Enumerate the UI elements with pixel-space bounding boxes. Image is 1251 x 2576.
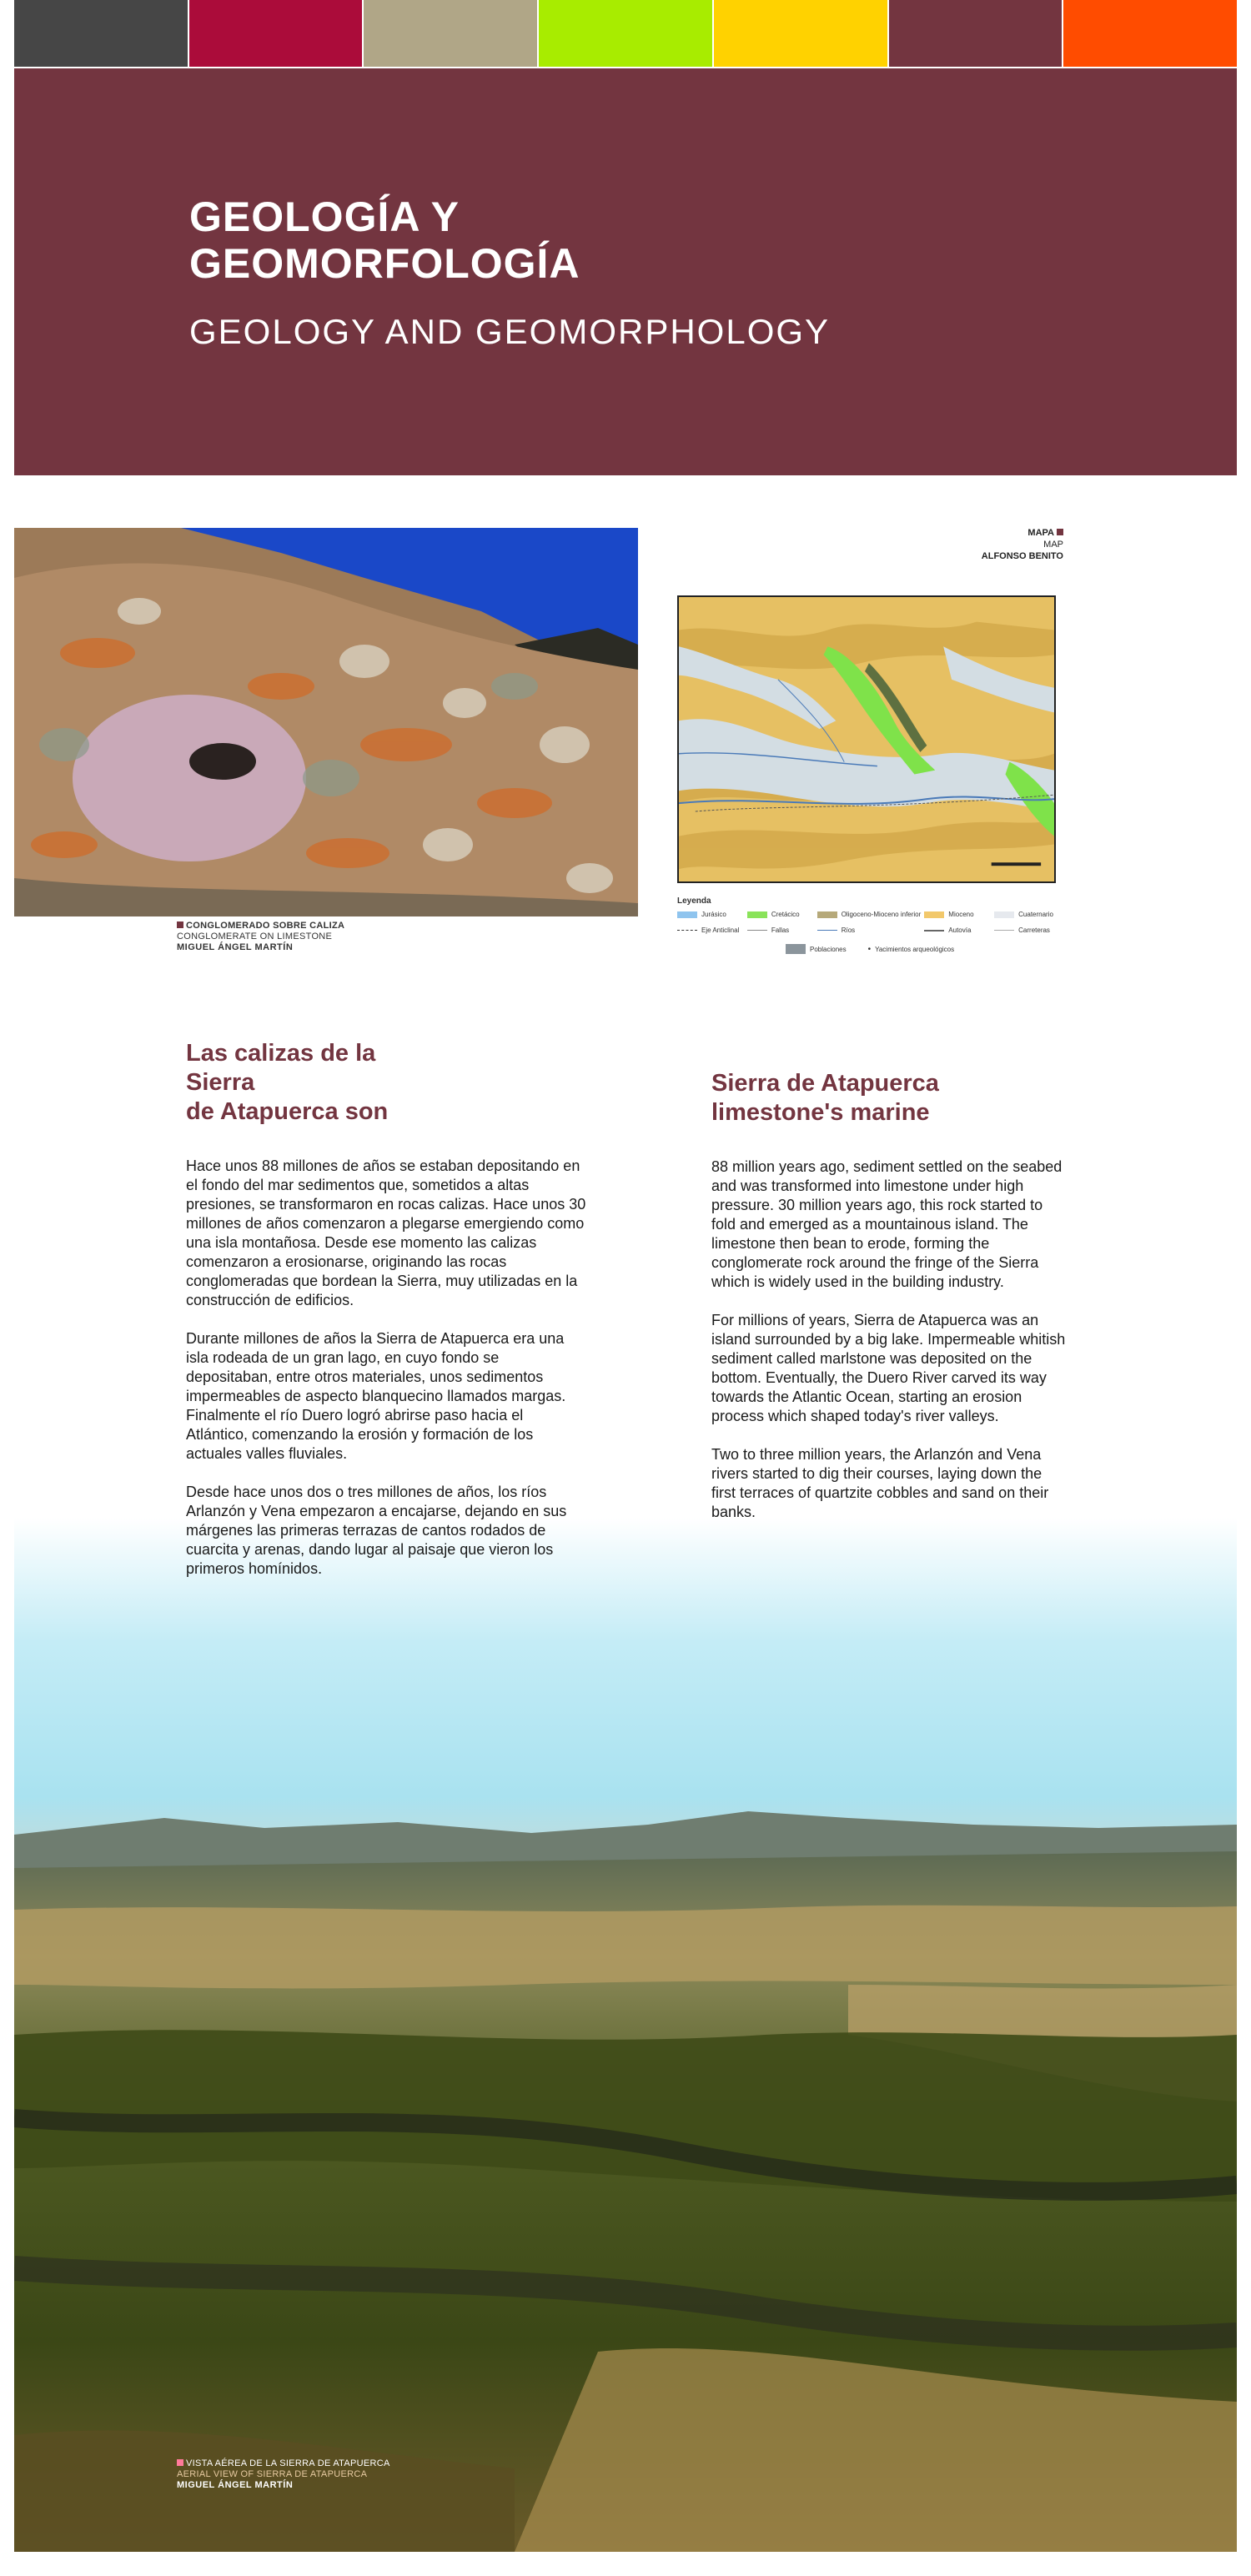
map-label-en: MAP [1043, 540, 1063, 550]
legend-line-item [817, 926, 922, 934]
heading-es-line2: Sierra [186, 1069, 255, 1096]
aerial-photo-caption [177, 2458, 390, 2491]
legend-title: Leyenda [677, 896, 711, 906]
paragraph-en-2: For millions of years, Sierra de Atapuerca was an island surrounded by a big lake. Impermeable whitish sediment called marlstone was deposited on the bottom. Eventually, the Duero River carved its way towards the Atlantic Ocean, starting an erosion process which shaped today's river valleys. [711, 1312, 1066, 1424]
legend-line-item [747, 926, 814, 934]
color-swatch [1063, 0, 1237, 67]
legend-label: Carreteras [1018, 926, 1050, 934]
text-column-en [711, 1069, 1068, 1541]
paragraph-en-3: Two to three million years, the Arlanzón and Vena rivers started to dig their courses, laying down the first terraces of quartzite cobbles and sand on their banks. [711, 1446, 1049, 1520]
legend-label: Cuaternario [1018, 911, 1053, 918]
aerial-photo [14, 1518, 1237, 2552]
heading-en-line2: limestone's marine [711, 1099, 930, 1126]
page-title-line1: GEOLOGÍA Y [189, 193, 460, 240]
legend-line-symbol [817, 930, 837, 931]
legend-label: Yacimientos arqueológicos [875, 945, 955, 953]
legend-line-item [994, 926, 1061, 934]
legend-item [868, 944, 955, 954]
conglomerate-photo [14, 528, 638, 916]
legend-label: Ríos [841, 926, 856, 934]
color-swatch [364, 0, 537, 67]
legend-label: Cretácico [771, 911, 800, 918]
legend-swatch [786, 944, 806, 954]
aerial-caption-en: AERIAL VIEW OF SIERRA DE ATAPUERCA [177, 2469, 368, 2479]
page-subtitle: GEOLOGY AND GEOMORPHOLOGY [189, 312, 831, 351]
page-title-line2: GEOMORFOLOGÍA [189, 240, 580, 287]
legend-swatch [747, 911, 767, 918]
map-label-marker [1057, 529, 1063, 535]
rock-photo-caption [177, 921, 344, 953]
color-swatch [189, 0, 363, 67]
heading-es [186, 1039, 586, 1127]
legend-item [817, 911, 922, 918]
legend-label: Eje Anticlinal [701, 926, 740, 934]
legend-swatch [817, 911, 837, 918]
aerial-photo-author: MIGUEL ÁNGEL MARTÍN [177, 2480, 294, 2490]
rock-caption-en: CONGLOMERATE ON LIMESTONE [177, 931, 333, 942]
legend-label: Poblaciones [810, 945, 847, 953]
paragraph-es-2: Durante millones de años la Sierra de Atapuerca era una isla rodeada de un gran lago, en cuyo fondo se depositaban, entre otros materiales, unos sedimentos impermeables de aspecto blanquecino llamados margas. Finalmente el río Duero logró abrirse paso hacia el Atlántico, comenzando la erosión y formación de los actuales valles fluviales. [186, 1330, 566, 1462]
header-banner [14, 68, 1237, 475]
legend-line-item [924, 926, 991, 934]
heading-es-line1: Las calizas de la [186, 1040, 376, 1067]
rock-caption-es: CONGLOMERADO SOBRE CALIZA [186, 921, 345, 931]
heading-en-line1: Sierra de Atapuerca [711, 1070, 939, 1097]
heading-es-line3: de Atapuerca son [186, 1098, 389, 1125]
color-swatch [14, 0, 188, 67]
legend-line-symbol [994, 930, 1014, 931]
heading-en [711, 1069, 1068, 1127]
color-swatch [889, 0, 1063, 67]
legend-swatch [677, 911, 697, 918]
page-title [189, 193, 940, 287]
legend-swatch [994, 911, 1014, 918]
legend-swatch [924, 911, 944, 918]
color-bar [14, 0, 1237, 67]
legend-line-symbol [924, 930, 944, 931]
aerial-caption-es: VISTA AÉREA DE LA SIERRA DE ATAPUERCA [186, 2458, 390, 2468]
legend-label: Autovía [948, 926, 972, 934]
legend-label: Oligoceno-Mioceno inferior [841, 911, 922, 918]
geological-map [677, 595, 1056, 883]
legend-line-symbol [677, 930, 697, 931]
legend-item [786, 944, 847, 954]
text-column-es [186, 1039, 586, 1598]
color-swatch [714, 0, 887, 67]
map-credit [982, 527, 1063, 562]
paragraph-es-3: Desde hace unos dos o tres millones de años, los ríos Arlanzón y Vena empezaron a encajarse, dejando en sus márgenes las primeras terrazas de cantos rodados de cuarcita y arenas, dando lugar al paisaje que vieron los primeros homínidos. [186, 1484, 567, 1577]
map-author: ALFONSO BENITO [981, 551, 1063, 561]
paragraph-es-1: Hace unos 88 millones de años se estaban depositando en el fondo del mar sedimentos que, sometidos a altas presiones, se transformaron en rocas calizas. Hace unos 30 millones de años comenzaron a plegarse emergiendo como una isla montañosa. Desde ese momento las calizas comenzaron a erosionarse, originando las rocas conglomeradas que bordean la Sierra, muy utilizadas en la construcción de edificios. [186, 1157, 586, 1308]
color-swatch [539, 0, 712, 67]
paragraph-en-1: 88 million years ago, sediment settled on the seabed and was transformed into limestone under high pressure. 30 million years ago, this rock started to fold and emerged as a mountainous island. The limestone then bean to erode, forming the conglomerate rock around the fringe of the Sierra which is widely used in the building industry. [711, 1158, 1063, 1290]
legend-bottom-row [677, 944, 1061, 954]
legend-item [747, 911, 814, 918]
legend-item [924, 911, 991, 918]
legend-grid [677, 911, 1061, 934]
rock-photo-author: MIGUEL ÁNGEL MARTÍN [177, 942, 294, 952]
caption-marker [177, 2459, 183, 2466]
legend-line-item [677, 926, 744, 934]
legend-label: Fallas [771, 926, 790, 934]
legend-item [677, 911, 744, 918]
legend-line-symbol [747, 930, 767, 931]
caption-marker [177, 921, 183, 928]
legend-label: Mioceno [948, 911, 974, 918]
legend-dot-icon: • [867, 944, 872, 954]
legend-item [994, 911, 1061, 918]
legend-label: Jurásico [701, 911, 726, 918]
map-legend [677, 896, 1061, 954]
map-label-es: MAPA [1027, 528, 1054, 538]
